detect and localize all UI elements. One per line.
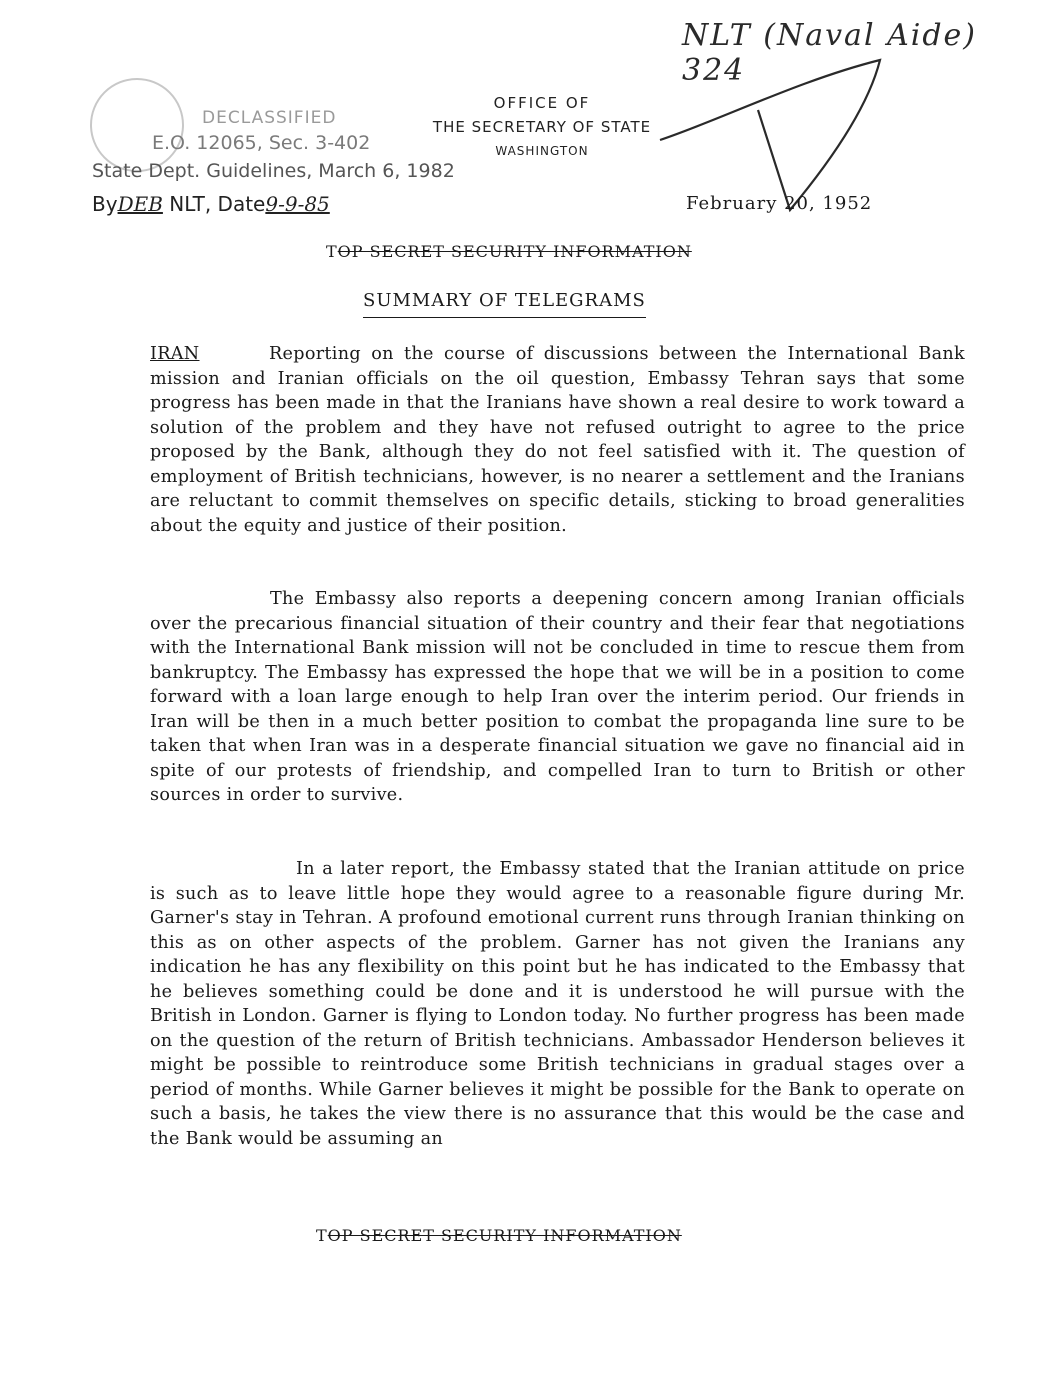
classification-first-letter: T (326, 242, 338, 261)
stamp-initials: DEB (117, 192, 163, 216)
stamp-guidelines: State Dept. Guidelines, March 6, 1982 (92, 160, 455, 182)
stamp-by-label: By (92, 192, 118, 216)
classification-top (326, 242, 692, 261)
document-date: February 20, 1952 (686, 193, 873, 214)
paragraph-3: In a later report, the Embassy stated that the Iranian attitude on price is such as to leave little hope they would agree to a reasonable figure during Mr. Garner's stay in Tehran. A profound emotional current runs through Iranian thinking on this as on other aspects of the problem. Garner has not given the Iranians any indication he has any flexibility on this point but he has indicated to the Embassy that he believes something could be done and it is understood he will pursue with the British in London. Garner is flying to London today. No further progress has been made on the question of the return of British technicians. Ambassador Henderson believes it might be possible to reintroduce some British technicians in gradual stages over a period of months. While Garner believes it might be possible for the Bank to operate on such a basis, he takes the view there is no assurance that this would be the case and the Bank would be assuming an (150, 859, 965, 1149)
stamp-date-label: NLT, Date (169, 192, 266, 216)
letterhead (392, 90, 692, 164)
stamp-date: 9-9-85 (265, 192, 330, 216)
document-title: SUMMARY OF TELEGRAMS (363, 290, 646, 318)
stamp-authority: E.O. 12065, Sec. 3-402 (152, 132, 371, 154)
stamp-signoff (92, 192, 330, 216)
classification-first-letter-bottom: T (316, 1226, 328, 1245)
handwritten-note: NLT (Naval Aide) 324 (682, 18, 977, 88)
classification-struck-text-bottom: OP SECRET SECURITY INFORMATION (327, 1226, 682, 1245)
classification-bottom (316, 1226, 682, 1245)
letterhead-city: WASHINGTON (495, 144, 589, 158)
state-seal-stamp (90, 78, 184, 172)
stamp-declassified: DECLASSIFIED (202, 108, 337, 128)
paragraph-1-text: Reporting on the course of discussions between the International Bank mission and Iranian officials on the oil question, Embassy Tehran says that some progress has been made in that the Iranians have shown a real desire to work toward a solution of the problem and they have not refused outright to agree to the price proposed by the Bank, although they do not feel satisfied with it. The question of employment of British technicians, however, is no nearer a settlement and the Iranians are reluctant to commit themselves on specific details, sticking to broad generalities about the equity and justice of their position. (150, 344, 965, 536)
section-head-label: IRAN (150, 344, 200, 364)
classification-struck-text: OP SECRET SECURITY INFORMATION (337, 242, 692, 261)
paragraph-2: The Embassy also reports a deepening concern among Iranian officials over the precarious financial situation of their country and their fear that negotiations with the International Bank mission will not be concluded in time to rescue them from bankruptcy. The Embassy has expressed the hope that we will be in a position to come forward with a loan large enough to help Iran over the interim period. Our friends in Iran will be then in a much better position to combat the propaganda line sure to be taken that when Iran was in a desperate financial situation we gave no financial aid in spite of our protests of friendship, and compelled Iran to turn to British or other sources in order to survive. (150, 589, 965, 805)
letterhead-office: OFFICE OF (493, 94, 591, 112)
section-head (150, 342, 269, 367)
paragraph-1 (150, 342, 965, 538)
letterhead-secretary: THE SECRETARY OF STATE (432, 118, 652, 136)
